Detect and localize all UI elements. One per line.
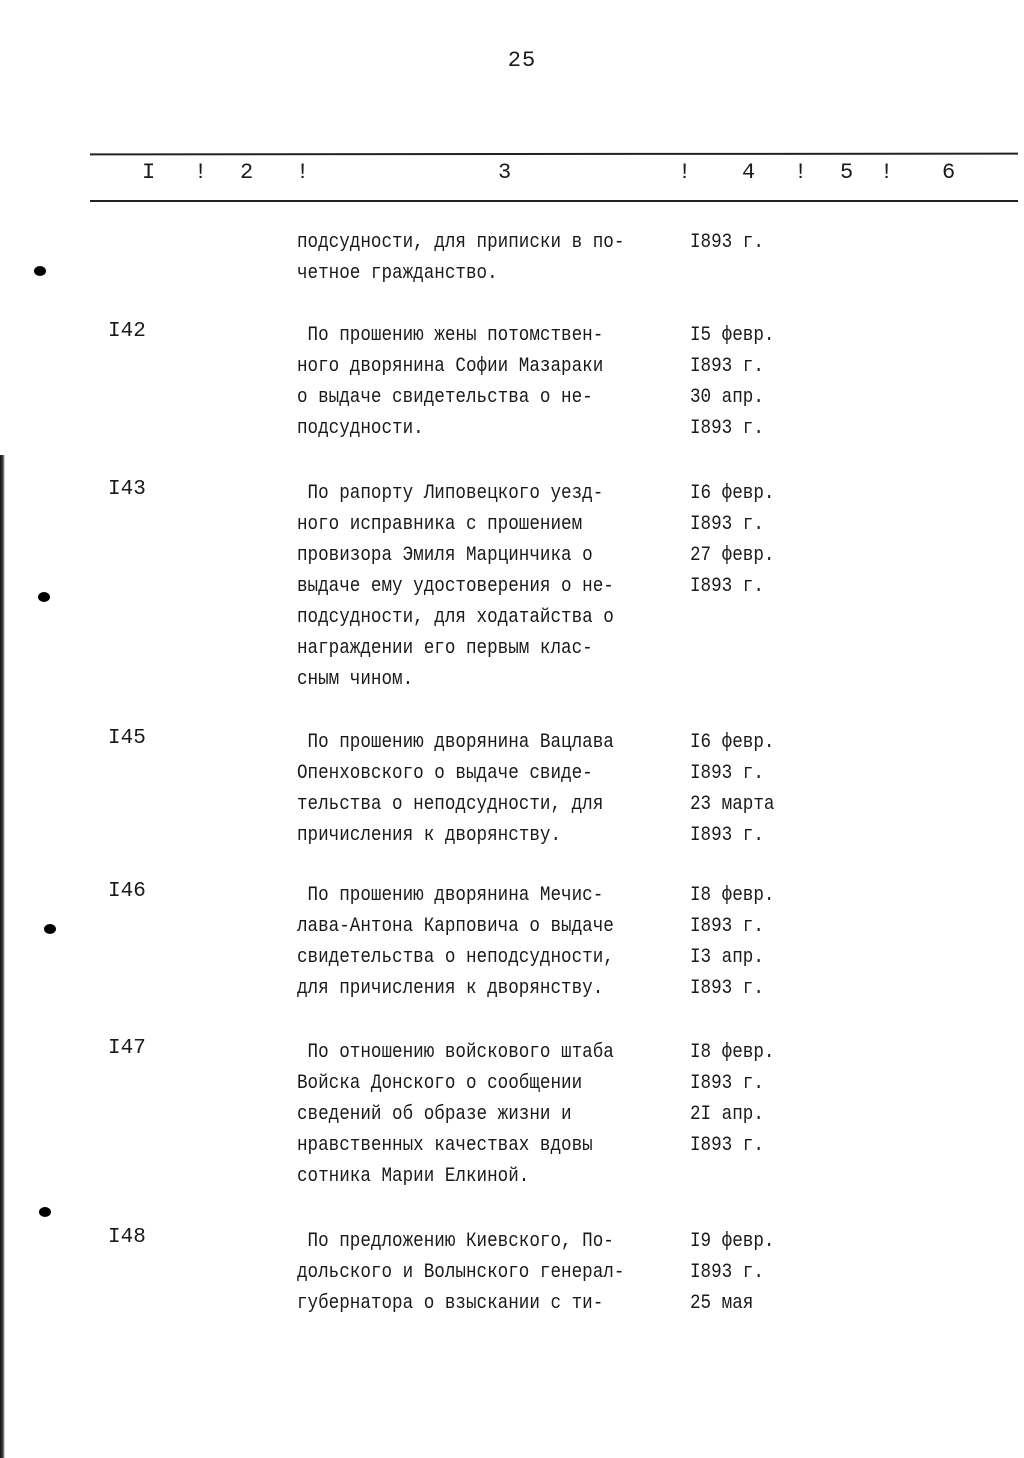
date-line: 30 апр. bbox=[690, 386, 764, 409]
entry-description bbox=[297, 227, 669, 289]
description-line: сотника Марии Елкиной. bbox=[297, 1165, 530, 1188]
date-line: I893 г. bbox=[690, 1072, 764, 1095]
description-line: По отношению войскового штаба bbox=[297, 1041, 614, 1064]
date-line: 2I апр. bbox=[690, 1103, 764, 1126]
date-line: I8 февр. bbox=[690, 1041, 775, 1064]
column-header-4: 4 bbox=[742, 160, 756, 185]
date-line: I893 г. bbox=[690, 915, 764, 938]
description-line: награждении его первым клас- bbox=[297, 637, 593, 660]
column-header-5: 5 bbox=[840, 160, 854, 185]
column-separator: ! bbox=[194, 160, 208, 185]
description-line: тельства о неподсудности, для bbox=[297, 793, 604, 816]
date-line: I893 г. bbox=[690, 824, 764, 847]
column-header-1: I bbox=[142, 160, 156, 185]
entry-description bbox=[297, 478, 657, 695]
description-line: лава-Антона Карповича о выдаче bbox=[297, 915, 614, 938]
description-line: По предложению Киевского, По- bbox=[297, 1230, 614, 1253]
description-line: По прошению дворянина Вацлава bbox=[297, 731, 614, 754]
punch-hole-icon bbox=[39, 1207, 51, 1217]
date-line: I6 февр. bbox=[690, 482, 775, 505]
description-line: Войска Донского о сообщении bbox=[297, 1072, 583, 1095]
entry-dates bbox=[690, 880, 786, 1004]
description-line: подсудности, для приписки в по- bbox=[297, 231, 625, 254]
description-line: ного дворянина Софии Мазараки bbox=[297, 355, 604, 378]
entry-number: I47 bbox=[108, 1037, 146, 1060]
column-header-row bbox=[90, 160, 1018, 192]
description-line: По рапорту Липовецкого уезд- bbox=[297, 482, 604, 505]
description-line: нравственных качествах вдовы bbox=[297, 1134, 593, 1157]
entry-dates bbox=[690, 227, 774, 258]
date-line: I893 г. bbox=[690, 762, 764, 785]
description-line: о выдаче свидетельства о не- bbox=[297, 386, 593, 409]
entry-dates bbox=[690, 727, 786, 851]
entry-number: I46 bbox=[108, 880, 146, 903]
description-line: выдаче ему удостоверения о не- bbox=[297, 575, 614, 598]
date-line: I893 г. bbox=[690, 977, 764, 1000]
column-header-6: 6 bbox=[942, 160, 956, 185]
date-line: I5 февр. bbox=[690, 324, 775, 347]
column-separator: ! bbox=[880, 160, 894, 185]
date-line: I9 февр. bbox=[690, 1230, 775, 1253]
entry-description bbox=[297, 880, 657, 1004]
date-line: I893 г. bbox=[690, 417, 764, 440]
date-line: 27 февр. bbox=[690, 544, 775, 567]
entry-number: I42 bbox=[108, 320, 146, 343]
description-line: свидетельства о неподсудности, bbox=[297, 946, 614, 969]
description-line: ного исправника с прошением bbox=[297, 513, 583, 536]
header-rule-top bbox=[90, 153, 1018, 156]
description-line: Опенховского о выдаче свиде- bbox=[297, 762, 593, 785]
description-line: подсудности. bbox=[297, 417, 424, 440]
binding-edge bbox=[0, 455, 5, 1458]
description-line: провизора Эмиля Марцинчика о bbox=[297, 544, 593, 567]
punch-hole-icon bbox=[44, 924, 56, 934]
header-rule-bottom bbox=[90, 200, 1018, 202]
entry-dates bbox=[690, 1037, 786, 1161]
date-line: 25 мая bbox=[690, 1292, 754, 1315]
column-separator: ! bbox=[678, 160, 692, 185]
description-line: По прошению жены потомствен- bbox=[297, 324, 604, 347]
entry-dates bbox=[690, 320, 786, 444]
entry-description bbox=[297, 320, 645, 444]
description-line: губернатора о взыскании с ти- bbox=[297, 1292, 604, 1315]
description-line: сведений об образе жизни и bbox=[297, 1103, 572, 1126]
column-header-2: 2 bbox=[240, 160, 254, 185]
description-line: сным чином. bbox=[297, 668, 414, 691]
page-number: 25 bbox=[507, 48, 537, 73]
description-line: причисления к дворянству. bbox=[297, 824, 562, 847]
description-line: для причисления к дворянству. bbox=[297, 977, 604, 1000]
date-line: I893 г. bbox=[690, 355, 764, 378]
description-line: подсудности, для ходатайства о bbox=[297, 606, 614, 629]
date-line: I893 г. bbox=[690, 575, 764, 598]
entry-description bbox=[297, 727, 657, 851]
description-line: четное гражданство. bbox=[297, 262, 498, 285]
entry-number: I43 bbox=[108, 478, 146, 501]
date-line: I893 г. bbox=[690, 513, 764, 536]
punch-hole-icon bbox=[38, 592, 50, 602]
date-line: I893 г. bbox=[690, 1261, 764, 1284]
column-separator: ! bbox=[296, 160, 310, 185]
entry-dates bbox=[690, 1226, 786, 1319]
column-header-3: 3 bbox=[498, 160, 512, 185]
entry-dates bbox=[690, 478, 786, 602]
date-line: 23 марта bbox=[690, 793, 775, 816]
date-line: I3 апр. bbox=[690, 946, 764, 969]
date-line: I893 г. bbox=[690, 1134, 764, 1157]
date-line: I8 февр. bbox=[690, 884, 775, 907]
entry-description bbox=[297, 1226, 669, 1319]
entry-number: I48 bbox=[108, 1226, 146, 1249]
column-separator: ! bbox=[794, 160, 808, 185]
description-line: дольского и Волынского генерал- bbox=[297, 1261, 625, 1284]
description-line: По прошению дворянина Мечис- bbox=[297, 884, 604, 907]
entry-description bbox=[297, 1037, 657, 1192]
date-line: I893 г. bbox=[690, 231, 764, 254]
date-line: I6 февр. bbox=[690, 731, 775, 754]
punch-hole-icon bbox=[34, 266, 46, 276]
entry-number: I45 bbox=[108, 727, 146, 750]
